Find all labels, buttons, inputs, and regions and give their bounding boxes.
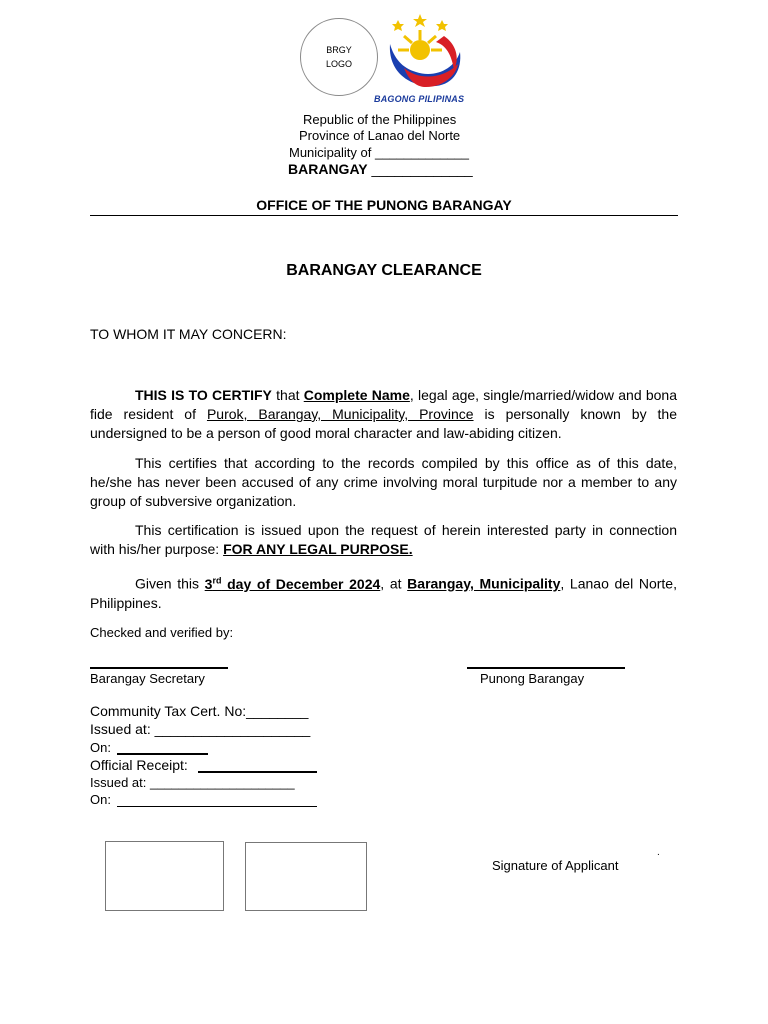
official-receipt-field bbox=[90, 757, 188, 773]
municipality-label: Municipality of bbox=[289, 145, 372, 160]
certify-rest: is personally known by the undersigned to be a person of good moral character and law-abiding citizen. bbox=[90, 406, 677, 441]
complete-name-placeholder: Complete Name bbox=[303, 387, 410, 403]
header-divider bbox=[90, 215, 678, 216]
secretary-label: Barangay Secretary bbox=[90, 671, 205, 686]
or-on-label: On: bbox=[90, 792, 111, 807]
municipality-blank: _____________ bbox=[375, 145, 469, 160]
municipality-line bbox=[289, 145, 469, 161]
or-on-blank-line bbox=[117, 806, 317, 807]
given-rest: , Lanao del Norte, Philippines. bbox=[90, 575, 677, 611]
purpose-value: FOR ANY LEGAL PURPOSE. bbox=[223, 541, 413, 557]
barangay-blank: _____________ bbox=[371, 161, 473, 177]
barangay-logo-placeholder bbox=[300, 18, 378, 96]
given-place: Barangay, Municipality bbox=[407, 575, 561, 592]
logo-text-logo: LOGO bbox=[325, 59, 352, 69]
barangay-line bbox=[288, 161, 473, 177]
address-placeholder: Purok, Barangay, Municipality, Province bbox=[206, 406, 474, 422]
republic-line: Republic of the Philippines bbox=[303, 112, 457, 127]
salutation: TO WHOM IT MAY CONCERN: bbox=[90, 326, 287, 342]
certify-paragraph bbox=[90, 386, 677, 443]
on-field bbox=[90, 740, 111, 755]
given-date bbox=[205, 576, 381, 592]
ctc-field bbox=[90, 703, 308, 719]
records-text: This certifies that according to the records compiled by this office as of this date, he/she has never been accused of any crime involving moral turpitude nor a member to any group of subversive organization. bbox=[90, 455, 677, 509]
on-label: On: bbox=[90, 740, 111, 755]
given-paragraph bbox=[90, 571, 677, 613]
punong-signature-line bbox=[467, 667, 625, 669]
day-rest: day of December 2024 bbox=[221, 575, 381, 592]
records-paragraph bbox=[90, 454, 677, 511]
barangay-label: BARANGAY bbox=[288, 161, 368, 177]
stray-dot: . bbox=[657, 847, 660, 858]
purpose-text: This certification is issued upon the request of herein interested party in connection with his/her purpose: bbox=[90, 522, 677, 557]
official-receipt-blank-line bbox=[198, 771, 317, 773]
issued-at-field bbox=[90, 721, 310, 737]
ctc-blank: ________ bbox=[246, 703, 309, 719]
punong-label: Punong Barangay bbox=[480, 671, 585, 686]
or-issued-at-label: Issued at: bbox=[90, 775, 150, 790]
given-text: Given this bbox=[135, 575, 205, 592]
issued-at-label: Issued at: bbox=[90, 721, 151, 737]
certify-lead: THIS IS TO CERTIFY bbox=[135, 387, 272, 403]
bagong-pilipinas-text: BAGONG PILIPINAS bbox=[374, 94, 465, 104]
official-receipt-label: Official Receipt: bbox=[90, 757, 188, 773]
given-comma: , at bbox=[380, 575, 408, 592]
day-suffix: rd bbox=[212, 575, 222, 585]
day-number: 3 bbox=[204, 575, 213, 592]
issued-at-blank: ____________________ bbox=[150, 721, 311, 737]
logo-text-brgy: BRGY bbox=[326, 45, 352, 55]
or-issued-at-field bbox=[90, 775, 295, 790]
ctc-label: Community Tax Cert. No: bbox=[90, 703, 247, 719]
purpose-paragraph bbox=[90, 521, 677, 559]
secretary-signature-line bbox=[90, 667, 228, 669]
or-issued-at-blank: ____________________ bbox=[149, 775, 295, 790]
left-thumbmark-box bbox=[105, 841, 224, 911]
right-thumbmark-box bbox=[245, 842, 367, 911]
bagong-pilipinas-logo bbox=[384, 14, 464, 94]
province-line: Province of Lanao del Norte bbox=[299, 128, 461, 143]
applicant-signature-label: Signature of Applicant bbox=[492, 858, 619, 873]
document-title: BARANGAY CLEARANCE bbox=[286, 262, 482, 279]
or-on-field bbox=[90, 792, 111, 807]
certify-after-name: , legal age, single/married/widow and bona fide resident of bbox=[90, 387, 677, 422]
office-heading: OFFICE OF THE PUNONG BARANGAY bbox=[256, 197, 512, 213]
certify-that: that bbox=[271, 387, 304, 403]
checked-verified-label: Checked and verified by: bbox=[90, 625, 234, 640]
on-blank-line bbox=[117, 753, 208, 755]
